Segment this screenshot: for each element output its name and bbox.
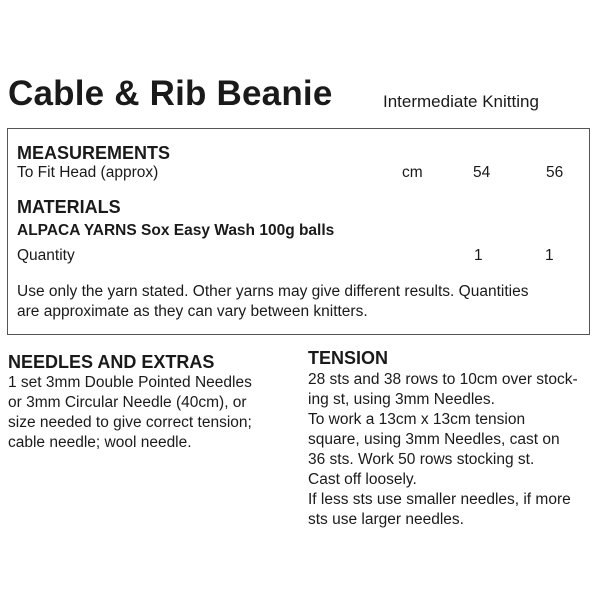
tension-line: sts use larger needles. xyxy=(308,511,464,528)
yarn-note-line: Use only the yarn stated. Other yarns may give different results. Quantities xyxy=(17,283,529,300)
tension-heading: TENSION xyxy=(308,348,389,368)
yarn-note xyxy=(17,282,528,322)
skill-level: Intermediate Knitting xyxy=(383,92,539,111)
needles-line: cable needle; wool needle. xyxy=(8,434,192,451)
needles-heading: NEEDLES AND EXTRAS xyxy=(8,352,215,372)
size-54: 54 xyxy=(473,164,491,181)
tension-line: ing st, using 3mm Needles. xyxy=(308,391,495,408)
yarn-note-line: are approximate as they can vary between knitters. xyxy=(17,303,368,320)
tension-line: Cast off loosely. xyxy=(308,471,417,488)
tension-line: If less sts use smaller needles, if more xyxy=(308,491,571,508)
fit-head-label: To Fit Head (approx) xyxy=(17,164,159,181)
needles-line: 1 set 3mm Double Pointed Needles xyxy=(8,374,252,391)
measurement-unit: cm xyxy=(402,164,423,181)
measurements-heading: MEASUREMENTS xyxy=(17,143,171,163)
materials-heading: MATERIALS xyxy=(17,197,121,217)
needles-line: or 3mm Circular Needle (40cm), or xyxy=(8,394,247,411)
needles-text xyxy=(8,373,252,453)
quantity-size-2: 1 xyxy=(545,247,554,264)
quantity-size-1: 1 xyxy=(474,247,483,264)
needles-line: size needed to give correct tension; xyxy=(8,414,252,431)
yarn-name: ALPACA YARNS Sox Easy Wash 100g balls xyxy=(17,222,335,239)
tension-text xyxy=(308,370,578,530)
tension-line: To work a 13cm x 13cm tension xyxy=(308,411,526,428)
page-title: Cable & Rib Beanie xyxy=(8,74,333,113)
tension-line: square, using 3mm Needles, cast on xyxy=(308,431,560,448)
tension-line: 28 sts and 38 rows to 10cm over stock- xyxy=(308,371,578,388)
quantity-label: Quantity xyxy=(17,247,75,264)
size-56: 56 xyxy=(546,164,564,181)
tension-line: 36 sts. Work 50 rows stocking st. xyxy=(308,451,535,468)
